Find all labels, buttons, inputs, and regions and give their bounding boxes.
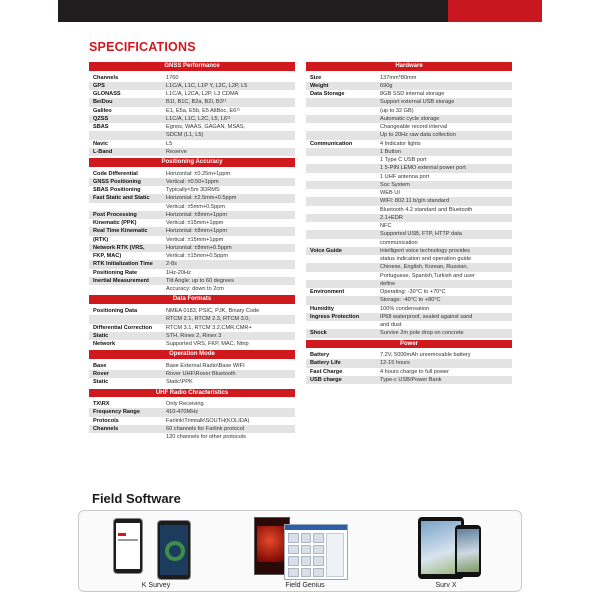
spec-key: Base: [93, 362, 107, 369]
spec-value: 1Hz-20Hz: [166, 269, 191, 276]
spec-value: Horizontal: ±8mm+1ppm: [166, 211, 228, 218]
spec-key: Channels: [93, 425, 119, 432]
spec-row: [89, 340, 295, 348]
section-heading-power: Power: [306, 340, 512, 349]
spec-row: [89, 98, 295, 106]
spec-key: [306, 173, 378, 181]
spec-key: GNSS Positioning: [93, 178, 141, 185]
spec-row: [89, 324, 295, 332]
spec-value: L1C/A, L1C, L2C, L5, L6¹¹: [166, 115, 231, 122]
spec-key: [89, 203, 164, 211]
spec-row: [89, 148, 295, 156]
spec-row: [306, 288, 512, 296]
spec-key: Code Differential: [93, 170, 138, 177]
spec-key: Navic: [93, 140, 108, 147]
spec-key: [306, 189, 378, 197]
spec-row: [89, 178, 295, 186]
spec-row: [89, 107, 295, 115]
software-label-field-genius: Field Genius: [285, 582, 325, 589]
spec-value: Static\PPK: [166, 379, 193, 386]
section-heading-operation-mode: Operation Mode: [89, 350, 295, 359]
spec-key: [306, 156, 378, 164]
software-label-k-survey: K Survey: [141, 582, 171, 589]
spec-row: [89, 203, 295, 211]
spec-value: STH, Rinex 2, Rinex 3: [166, 332, 222, 339]
spec-value: Storage: -40°C to +80°C: [380, 297, 441, 304]
spec-key: FKP, MAC): [93, 253, 122, 260]
spec-value: status indication and operation guide: [380, 256, 472, 263]
spec-value: Base External Radio\Base WIFI: [166, 362, 245, 369]
spec-row: [89, 90, 295, 98]
spec-key: Protocols: [93, 417, 119, 424]
spec-key: Differential Correction: [93, 324, 153, 331]
spec-row: [89, 82, 295, 90]
spec-key: [306, 181, 378, 189]
spec-key: Galileo: [93, 107, 112, 114]
spec-value: NMEA 0183, PSIC, PJK, Binary Code: [166, 308, 260, 315]
spec-value: define: [380, 280, 396, 287]
spec-key: Size: [310, 74, 322, 81]
spec-key: Fast Charge: [310, 368, 343, 375]
spec-row: [89, 194, 295, 202]
section-heading-positioning-accuracy: Positioning Accuracy: [89, 158, 295, 167]
spec-key: [306, 239, 378, 247]
spec-value: Accuracy: down to 2cm: [166, 286, 224, 293]
spec-value: Horizontal: ±0.25m+1ppm: [166, 170, 231, 177]
spec-value: L1C/A, L2CA, L2P, L3 CDMA: [166, 91, 239, 98]
spec-row: [306, 206, 512, 214]
spec-value: RTCM 2.1, RTCM 2.3, RTCM 3.0,: [166, 316, 250, 323]
spec-value: Soc System: [380, 181, 410, 188]
spec-row: [306, 255, 512, 263]
section-heading-data-formats: Data Formats: [89, 295, 295, 304]
spec-row: [306, 74, 512, 82]
top-header-band: [58, 0, 542, 22]
spec-value: Bluetooth 4.2 standard and Bluetooth: [380, 206, 473, 213]
spec-row: [89, 433, 295, 441]
spec-key: Voice Guide: [310, 247, 342, 254]
spec-row: [89, 74, 295, 82]
spec-value: 1 UHF antenna port: [380, 173, 430, 180]
spec-row: [306, 197, 512, 205]
spec-key: (RTK): [93, 236, 109, 243]
spec-value: L5: [166, 140, 173, 147]
spec-value: communication: [380, 239, 418, 246]
spec-row: [306, 321, 512, 329]
spec-row: [89, 236, 295, 244]
spec-value: WEB UI: [380, 190, 400, 197]
spec-value: 1 Type C USB port: [380, 157, 427, 164]
spec-row: [89, 219, 295, 227]
spec-row: [89, 227, 295, 235]
spec-row: [306, 148, 512, 156]
spec-value: Survive 2m pole drop on concrete: [380, 330, 464, 337]
spec-key: [306, 222, 378, 230]
spec-row: [89, 170, 295, 178]
spec-value: and dust: [380, 322, 402, 329]
spec-value: Up to 20Hz raw data collection: [380, 132, 456, 139]
spec-value: 120 channels for other protocols: [166, 434, 246, 441]
spec-row: [89, 378, 295, 386]
spec-row: [306, 351, 512, 359]
spec-key: Environment: [310, 289, 345, 296]
spec-key: Network RTK (VRS,: [93, 244, 145, 251]
spec-row: [89, 131, 295, 139]
spec-value: L1C/A, L1C, L1P Y, L2C, L2P, L5: [166, 82, 248, 89]
spec-key: [306, 321, 378, 329]
spec-row: [306, 123, 512, 131]
spec-row: [306, 222, 512, 230]
field-software-title: Field Software: [92, 491, 181, 506]
spec-value: 137mm*80mm: [380, 74, 417, 81]
spec-row: [306, 90, 512, 98]
spec-key: Weight: [310, 82, 329, 89]
spec-value: Supported VRS, FKP, MAC, Ntrip: [166, 341, 249, 348]
spec-row: [306, 173, 512, 181]
spec-row: [306, 368, 512, 376]
spec-value: 2.1+EDR: [380, 214, 403, 221]
spec-key: Static: [93, 332, 109, 339]
spec-key: [306, 148, 378, 156]
spec-row: [89, 400, 295, 408]
spec-key: Battery: [310, 352, 330, 359]
spec-key: L-Band: [93, 148, 113, 155]
spec-value: 690g: [380, 82, 393, 89]
page-title: SPECIFICATIONS: [89, 40, 196, 54]
spec-key: [306, 164, 378, 172]
spec-value: Intelligent voice technology provides: [380, 247, 470, 254]
spec-row: [89, 211, 295, 219]
spec-row: [89, 362, 295, 370]
spec-row: [306, 359, 512, 367]
spec-value: 2-8s: [166, 261, 177, 268]
top-header-accent: [448, 0, 542, 22]
spec-row: [306, 82, 512, 90]
spec-row: [306, 98, 512, 106]
spec-row: [89, 417, 295, 425]
spec-key: [306, 206, 378, 214]
spec-row: [89, 408, 295, 416]
surv-x-phone: [455, 525, 481, 577]
section-heading-uhf-radio-chracteristics: UHF Radio Chracteristics: [89, 389, 295, 398]
spec-key: Shock: [310, 330, 327, 337]
spec-value: B1I, B1C, B2a, B2I, B3¹¹: [166, 99, 227, 106]
spec-value: Vertical: ±15mm+1ppm: [166, 236, 224, 243]
spec-key: Data Storage: [310, 91, 345, 98]
spec-value: 410-470MHz: [166, 409, 199, 416]
spec-value: 1 5-PIN LEMO external power port: [380, 165, 466, 172]
spec-key: Fast Static and Static: [93, 195, 150, 202]
spec-key: Humidity: [310, 305, 334, 312]
spec-row: [306, 296, 512, 304]
spec-key: Static: [93, 379, 109, 386]
spec-value: Vertical: ±15mm+1ppm: [166, 220, 224, 227]
spec-value: 8GB SSD internal storage: [380, 91, 445, 98]
spec-row: [89, 285, 295, 293]
spec-key: Positioning Rate: [93, 269, 138, 276]
spec-value: Rover UHF\Rover Bluetooth: [166, 371, 236, 378]
spec-key: [306, 131, 378, 139]
spec-row: [89, 332, 295, 340]
spec-row: [306, 107, 512, 115]
spec-key: [306, 230, 378, 238]
spec-key: SBAS: [93, 124, 109, 131]
spec-row: [89, 277, 295, 285]
field-genius-window: [284, 524, 348, 580]
spec-row: [89, 260, 295, 268]
spec-value: 60 channels for Farlink protocol: [166, 425, 245, 432]
spec-key: BeiDou: [93, 99, 113, 106]
spec-value: Automatic cycle storage: [380, 115, 440, 122]
spec-value: WIFI: 802.11 b/g/n standard: [380, 198, 449, 205]
spec-row: [89, 115, 295, 123]
spec-row: [306, 329, 512, 337]
spec-row: [306, 272, 512, 280]
spec-key: GLONASS: [93, 91, 121, 98]
spec-row: [89, 140, 295, 148]
spec-key: Battery Life: [310, 360, 341, 367]
spec-value: Reserve: [166, 148, 187, 155]
spec-value: Operating: -30°C to +70°C: [380, 289, 446, 296]
spec-value: Vertical: ±15mm+0.5ppm: [166, 253, 228, 260]
spec-key: [306, 107, 378, 115]
spec-row: [89, 315, 295, 323]
spec-row: [306, 305, 512, 313]
spec-value: 4 Indicator lights: [380, 140, 421, 147]
spec-key: TX\RX: [93, 401, 110, 408]
spec-row: [306, 214, 512, 222]
spec-row: [89, 307, 295, 315]
spec-key: [306, 98, 378, 106]
spec-key: Positioning Data: [93, 308, 138, 315]
spec-key: Rover: [93, 371, 109, 378]
spec-value: Horizontal: ±8mm+0.5ppm: [166, 244, 232, 251]
spec-row: [306, 140, 512, 148]
spec-value: Only Receiving: [166, 401, 204, 408]
spec-key: SBAS Positioning: [93, 187, 141, 194]
spec-key: [306, 255, 378, 263]
spec-key: [306, 123, 378, 131]
spec-value: SDCM (L1, L5): [166, 132, 204, 139]
spec-value: RTCM 3.1, RTCM 3.2,CMR,CMR+: [166, 324, 252, 331]
spec-key: [306, 280, 378, 288]
spec-key: Communication: [310, 140, 353, 147]
spec-value: IP68 waterproof, sealed against sand: [380, 313, 473, 320]
spec-row: [306, 189, 512, 197]
spec-row: [89, 123, 295, 131]
spec-key: [306, 272, 378, 280]
spec-key: Post Processing: [93, 211, 137, 218]
spec-key: Frequency Range: [93, 409, 140, 416]
spec-key: [89, 131, 164, 139]
spec-value: NFC: [380, 223, 392, 230]
spec-value: Support external USB storage: [380, 99, 455, 106]
spec-key: Inertial Measurement: [93, 277, 149, 284]
spec-row: [306, 313, 512, 321]
spec-value: Portuguese, Spanish,Turkish and user: [380, 272, 475, 279]
spec-value: 7.2V, 5000mAh unremovable battery: [380, 352, 471, 359]
spec-value: E1, E5a, E5b, E5 AltBoc, E6¹¹: [166, 107, 241, 114]
specs-right-column: [306, 62, 512, 384]
spec-value: Supported USB, FTP, HTTP data: [380, 231, 462, 238]
spec-key: Network: [93, 341, 116, 348]
spec-value: 1760: [166, 74, 179, 81]
spec-value: 12-15 hours: [380, 360, 410, 367]
spec-key: QZSS: [93, 115, 109, 122]
spec-row: [306, 230, 512, 238]
spec-value: Chinese, English, Korean, Russian,: [380, 264, 468, 271]
spec-key: [89, 285, 164, 293]
k-survey-phone-front: [157, 520, 191, 580]
spec-row: [89, 252, 295, 260]
spec-key: Ingress Protection: [310, 313, 360, 320]
spec-value: Vertical: ±0.50+1ppm: [166, 178, 219, 185]
spec-row: [89, 269, 295, 277]
spec-row: [306, 156, 512, 164]
spec-value: Vertical: ±5mm+0.5ppm: [166, 203, 225, 210]
spec-key: RTK Initialization Time: [93, 261, 153, 268]
software-label-surv-x: Surv X: [435, 582, 457, 589]
spec-value: Tilt Angle: up to 60 degrees: [166, 277, 234, 284]
spec-row: [89, 370, 295, 378]
spec-key: [89, 315, 164, 323]
spec-key: [306, 115, 378, 123]
spec-key: [306, 296, 378, 304]
spec-key: [306, 197, 378, 205]
section-heading-gnss-performance: GNSS Performance: [89, 62, 295, 71]
spec-key: [89, 433, 164, 441]
spec-key: [306, 263, 378, 271]
spec-key: Channels: [93, 74, 119, 81]
spec-value: 1 Button: [380, 148, 401, 155]
spec-row: [306, 164, 512, 172]
spec-key: Real Time Kinematic: [93, 228, 148, 235]
spec-key: Kinematic (PPK): [93, 220, 137, 227]
spec-value: Changeable record interval: [380, 124, 448, 131]
specs-left-column: [89, 62, 295, 441]
section-heading-hardware: Hardware: [306, 62, 512, 71]
k-survey-phone-back: [113, 518, 143, 574]
spec-key: GPS: [93, 82, 105, 89]
spec-row: [306, 181, 512, 189]
spec-row: [306, 280, 512, 288]
spec-value: Farlink\Trimtalk\SOUTH(KOLIDA): [166, 417, 250, 424]
spec-row: [306, 247, 512, 255]
spec-value: Egnos, WAAS, GAGAN, MSAS,: [166, 124, 246, 131]
spec-row: [306, 239, 512, 247]
spec-row: [89, 425, 295, 433]
spec-value: Type-c USB/Power Bank: [380, 376, 442, 383]
spec-row: [306, 263, 512, 271]
spec-row: [306, 115, 512, 123]
spec-row: [306, 131, 512, 139]
spec-value: 4 hours charge to full power: [380, 368, 450, 375]
spec-key: [306, 214, 378, 222]
spec-value: Typically<5m 3DRMS: [166, 187, 220, 194]
spec-value: (up to 32 GB): [380, 107, 414, 114]
spec-value: 100% condensation: [380, 305, 430, 312]
spec-row: [306, 376, 512, 384]
spec-row: [89, 186, 295, 194]
spec-key: USB charge: [310, 376, 342, 383]
spec-value: Horizontal: ±8mm+1ppm: [166, 228, 228, 235]
spec-value: Horizontal: ±2.5mm+0.5ppm: [166, 195, 237, 202]
spec-row: [89, 244, 295, 252]
